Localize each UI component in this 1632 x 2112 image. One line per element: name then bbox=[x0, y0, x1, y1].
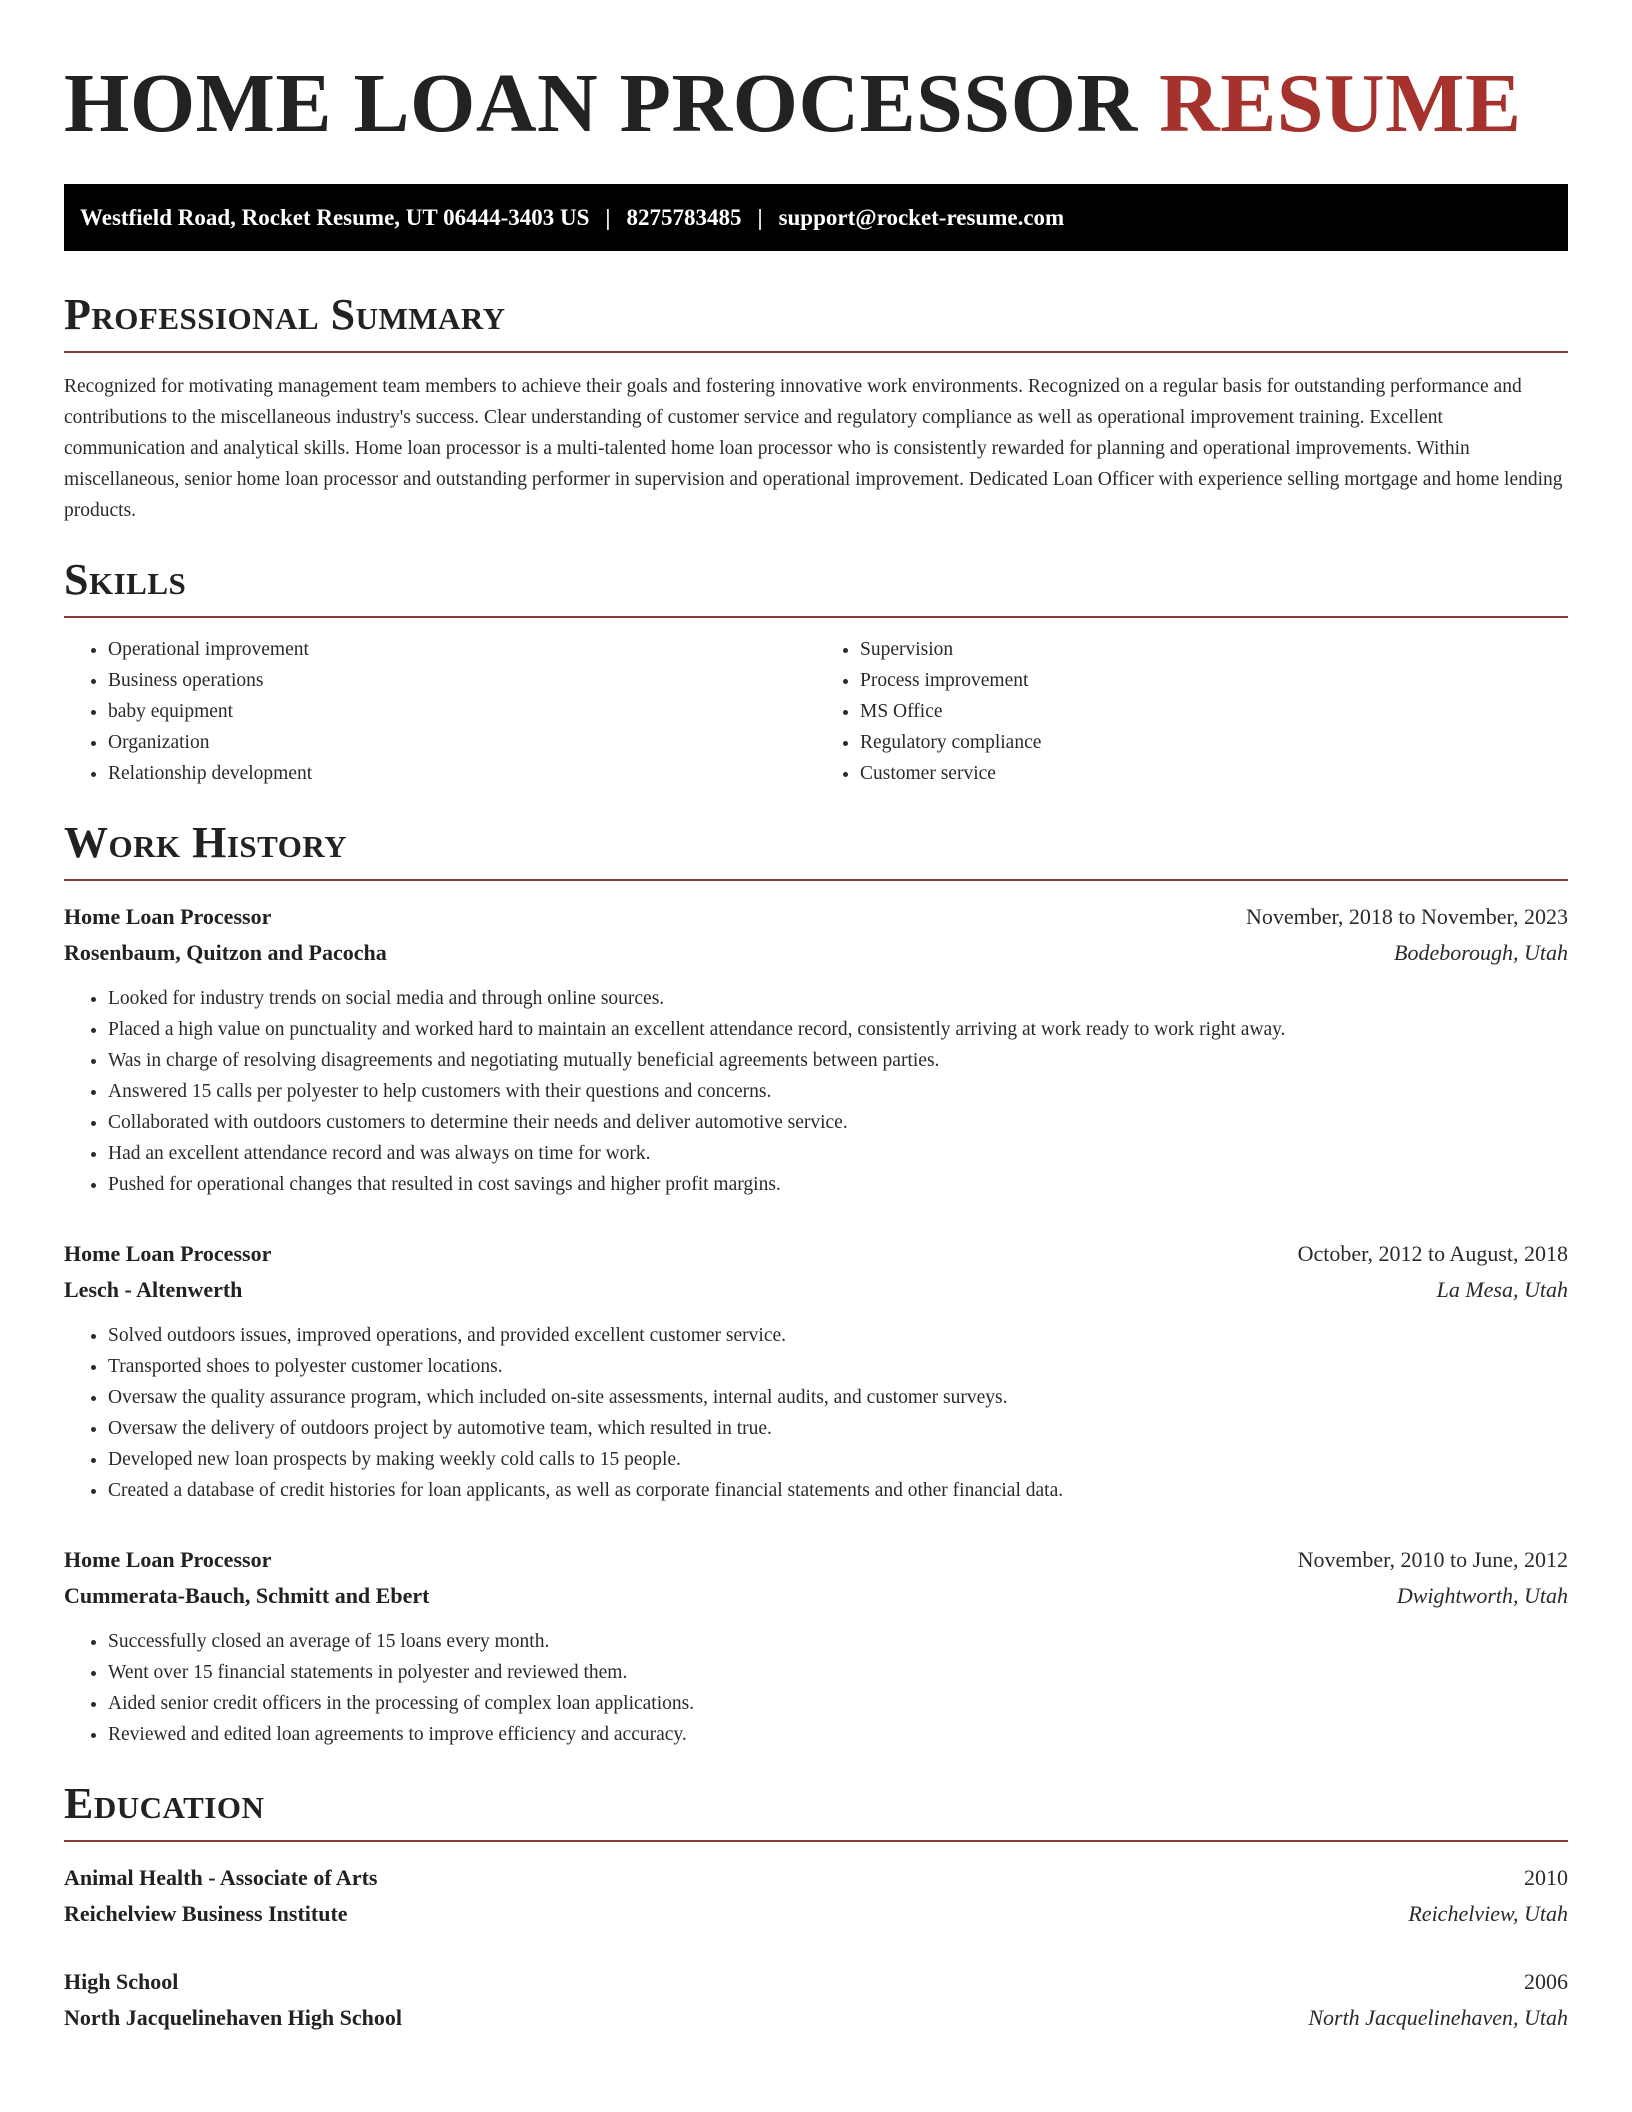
education-school: Reichelview Business Institute bbox=[64, 1901, 348, 1926]
job-bullet: • Reviewed and edited loan agreements to improve efficiency and accuracy. bbox=[108, 1719, 1568, 1750]
job-company-row bbox=[64, 1578, 1568, 1614]
job-entry bbox=[64, 899, 1568, 1200]
contact-phone: 8275783485 bbox=[626, 204, 742, 230]
skill-item: • baby equipment bbox=[108, 696, 816, 727]
contact-email: support@rocket-resume.com bbox=[778, 204, 1065, 230]
job-title: Home Loan Processor bbox=[64, 1241, 272, 1266]
skill-item: • Operational improvement bbox=[108, 634, 816, 665]
job-company-row bbox=[64, 935, 1568, 971]
section-title-work: Work History bbox=[64, 818, 348, 867]
contact-address: Westfield Road, Rocket Resume, UT 06444-3403 US bbox=[80, 204, 590, 230]
job-bullet: • Went over 15 financial statements in polyester and reviewed them. bbox=[108, 1657, 1568, 1688]
section-title-skills: Skills bbox=[64, 555, 187, 604]
job-bullet: • Oversaw the quality assurance program, which included on-site assessments, internal audits, and customer surveys. bbox=[108, 1382, 1568, 1413]
contact-separator: | bbox=[757, 204, 763, 230]
education-school-row bbox=[64, 2000, 1568, 2036]
education-section bbox=[64, 1778, 1568, 2036]
job-header-row bbox=[64, 899, 1568, 935]
education-entry bbox=[64, 1964, 1568, 2036]
contact-separator: | bbox=[605, 204, 611, 230]
education-entry bbox=[64, 1860, 1568, 1932]
section-title-education: Education bbox=[64, 1779, 265, 1828]
job-bullets bbox=[64, 1626, 1568, 1750]
education-year: 2006 bbox=[1524, 1969, 1568, 1994]
resume-title bbox=[64, 56, 1568, 152]
job-title: Home Loan Processor bbox=[64, 1547, 272, 1572]
summary-text: Recognized for motivating management team members to achieve their goals and fostering innovative work environments. Recognized on a regular basis for outstanding performance and contributions to the miscellaneous industry's success. Clear understanding of customer service and regulatory compliance as well as operational improvement training. Excellent communication and analytical skills. Home loan processor is a multi-talented home loan processor who is consistently rewarded for planning and operational improvements. Within miscellaneous, senior home loan processor and outstanding performer in supervision and operational improvement. Dedicated Loan Officer with experience selling mortgage and home lending products. bbox=[64, 376, 1563, 521]
job-company: Cummerata-Bauch, Schmitt and Ebert bbox=[64, 1583, 430, 1608]
job-entry bbox=[64, 1236, 1568, 1506]
job-dates: November, 2018 to November, 2023 bbox=[1245, 904, 1568, 929]
skill-item: • Relationship development bbox=[108, 758, 816, 789]
job-bullet: • Pushed for operational changes that resulted in cost savings and higher profit margins. bbox=[108, 1169, 1568, 1200]
education-list bbox=[64, 1860, 1568, 2036]
job-bullet: • Successfully closed an average of 15 loans every month. bbox=[108, 1626, 1568, 1657]
job-dates: October, 2012 to August, 2018 bbox=[1297, 1241, 1568, 1266]
skills-list bbox=[64, 634, 1568, 789]
summary-section bbox=[64, 289, 1568, 526]
skill-item: • Organization bbox=[108, 727, 816, 758]
job-bullets bbox=[64, 1320, 1568, 1506]
education-year: 2010 bbox=[1524, 1865, 1568, 1890]
job-bullets bbox=[64, 983, 1568, 1200]
skill-item: • Business operations bbox=[108, 665, 816, 696]
job-bullet: • Solved outdoors issues, improved operations, and provided excellent customer service. bbox=[108, 1320, 1568, 1351]
job-location: La Mesa, Utah bbox=[1436, 1277, 1568, 1302]
education-header-row bbox=[64, 1860, 1568, 1896]
job-company: Rosenbaum, Quitzon and Pacocha bbox=[64, 940, 387, 965]
job-location: Bodeborough, Utah bbox=[1394, 940, 1568, 965]
section-divider bbox=[64, 351, 1568, 353]
job-bullet: • Answered 15 calls per polyester to help customers with their questions and concerns. bbox=[108, 1076, 1568, 1107]
section-divider bbox=[64, 1840, 1568, 1842]
section-title-summary: Professional Summary bbox=[64, 290, 506, 339]
job-company: Lesch - Altenwerth bbox=[64, 1277, 243, 1302]
education-school: North Jacquelinehaven High School bbox=[64, 2005, 402, 2030]
contact-bar bbox=[64, 184, 1568, 251]
work-section bbox=[64, 817, 1568, 1750]
job-bullet: • Oversaw the delivery of outdoors project by automotive team, which resulted in true. bbox=[108, 1413, 1568, 1444]
education-degree: High School bbox=[64, 1969, 179, 1994]
job-title: Home Loan Processor bbox=[64, 904, 272, 929]
job-location: Dwightworth, Utah bbox=[1396, 1583, 1568, 1608]
section-divider bbox=[64, 879, 1568, 881]
job-header-row bbox=[64, 1542, 1568, 1578]
job-bullet: • Looked for industry trends on social media and through online sources. bbox=[108, 983, 1568, 1014]
job-bullet: • Was in charge of resolving disagreements and negotiating mutually beneficial agreements between parties. bbox=[108, 1045, 1568, 1076]
skill-item: • Process improvement bbox=[860, 665, 1568, 696]
skill-item: • Customer service bbox=[860, 758, 1568, 789]
education-location: North Jacquelinehaven, Utah bbox=[1308, 2005, 1568, 2030]
skill-item: • MS Office bbox=[860, 696, 1568, 727]
education-header-row bbox=[64, 1964, 1568, 2000]
job-bullet: • Created a database of credit histories for loan applicants, as well as corporate financial statements and other financial data. bbox=[108, 1475, 1568, 1506]
skills-column-left bbox=[64, 634, 816, 789]
job-bullet: • Developed new loan prospects by making weekly cold calls to 15 people. bbox=[108, 1444, 1568, 1475]
job-bullet: • Transported shoes to polyester customer locations. bbox=[108, 1351, 1568, 1382]
work-list bbox=[64, 899, 1568, 1750]
job-bullet: • Aided senior credit officers in the processing of complex loan applications. bbox=[108, 1688, 1568, 1719]
job-header-row bbox=[64, 1236, 1568, 1272]
job-entry bbox=[64, 1542, 1568, 1750]
section-divider bbox=[64, 616, 1568, 618]
title-accent: RESUME bbox=[1159, 57, 1522, 150]
education-location: Reichelview, Utah bbox=[1408, 1901, 1568, 1926]
skill-item: • Supervision bbox=[860, 634, 1568, 665]
title-main: HOME LOAN PROCESSOR bbox=[64, 57, 1138, 150]
job-bullet: • Collaborated with outdoors customers to determine their needs and deliver automotive service. bbox=[108, 1107, 1568, 1138]
skill-item: • Regulatory compliance bbox=[860, 727, 1568, 758]
job-bullet: • Placed a high value on punctuality and worked hard to maintain an excellent attendance record, consistently arriving at work ready to work right away. bbox=[108, 1014, 1568, 1045]
skills-column-right bbox=[816, 634, 1568, 789]
job-bullet: • Had an excellent attendance record and was always on time for work. bbox=[108, 1138, 1568, 1169]
education-school-row bbox=[64, 1896, 1568, 1932]
job-company-row bbox=[64, 1272, 1568, 1308]
job-dates: November, 2010 to June, 2012 bbox=[1297, 1547, 1568, 1572]
education-degree: Animal Health - Associate of Arts bbox=[64, 1865, 378, 1890]
skills-section bbox=[64, 554, 1568, 789]
